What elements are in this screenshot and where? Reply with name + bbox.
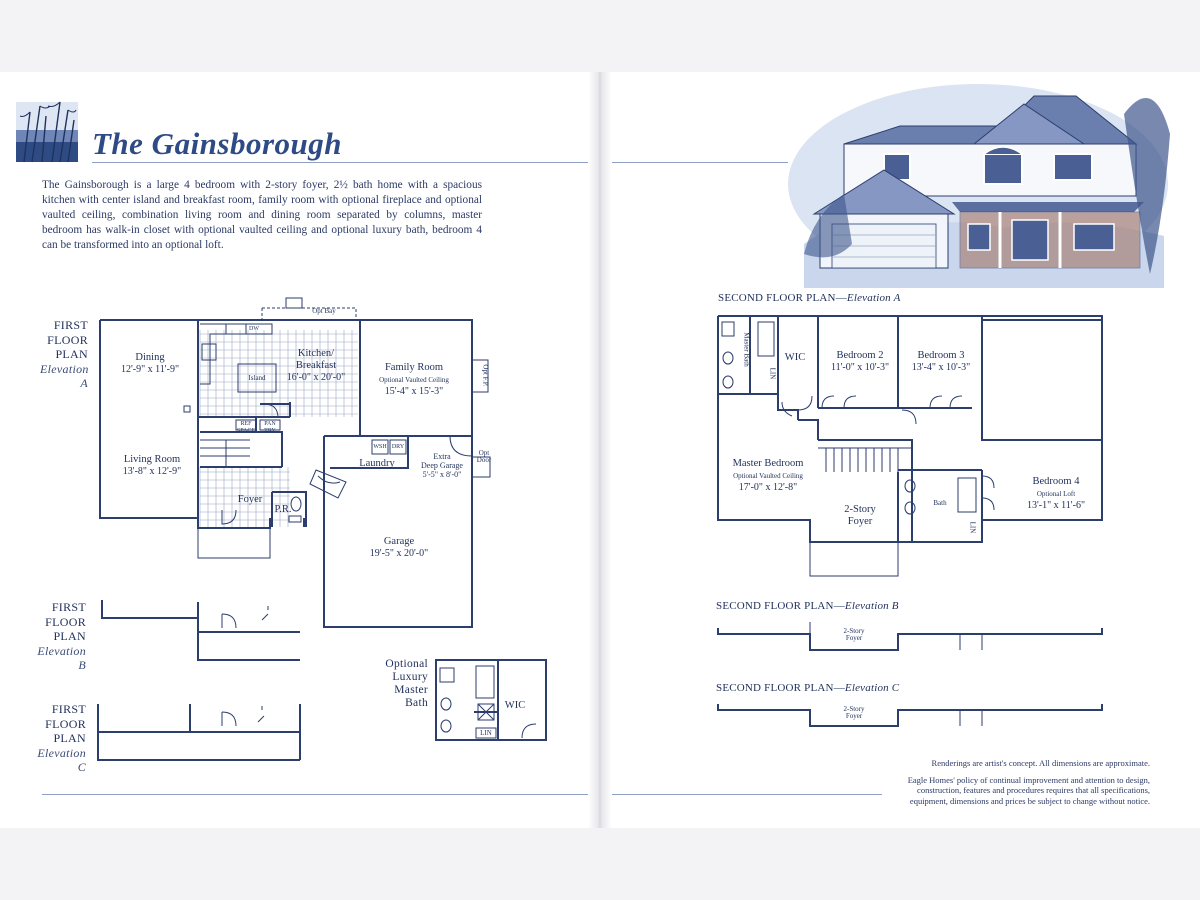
label-line: Optional: [385, 658, 428, 670]
page-title: The Gainsborough: [92, 126, 343, 161]
disclaimer-notes: [790, 758, 1150, 806]
description-text: The Gainsborough is a large 4 bedroom with 2-story foyer, 2½ bath home with a spacious kitchen with center island and breakfast room, family room with optional fireplace and optional vaulted ceiling, combination living room and dining room separated by columns, master bedroom has walk-in closet with optional vaulted ceiling and optional luxury bath, bedroom 4 can be transformed into an optional loft.: [42, 179, 482, 251]
section-title: SECOND FLOOR PLAN: [718, 292, 836, 304]
label-elevation: Elevation A: [40, 361, 89, 390]
second-floor-plan-c: [612, 72, 1200, 828]
room-name: 2-Story: [843, 627, 865, 635]
room-name: Door: [476, 456, 492, 464]
section-elevation: Elevation A: [846, 292, 901, 304]
luxury-lin-label: [476, 730, 496, 737]
label-line: FIRST: [51, 600, 86, 614]
room-name: Kitchen/: [297, 348, 335, 359]
title-dash: —: [833, 600, 845, 612]
room-name: Dining: [135, 352, 165, 363]
room-name: Opt Bay: [312, 307, 336, 315]
note-line: construction, features and procedures requires that all specifications,: [917, 785, 1150, 795]
foyer-c-label: [832, 706, 876, 720]
room-dim: 15'-4" x 15'-3": [384, 386, 444, 397]
page-gutter: [588, 72, 612, 828]
label-line: FIRST: [51, 702, 86, 716]
room-name: LIN: [768, 367, 777, 380]
bottom-rule-left: [42, 794, 588, 795]
label-elevation: Elevation B: [37, 643, 86, 672]
room-dim: 16'-0" x 20'-0": [286, 372, 346, 383]
room-name: Family Room: [384, 362, 444, 373]
luxury-wic-label: [500, 700, 530, 712]
room-name: 2-Story: [843, 705, 865, 713]
room-name: Foyer: [847, 516, 873, 527]
room-name: REF: [240, 421, 252, 427]
luxury-bath-plan: [0, 72, 588, 828]
room-name: Laundry: [359, 458, 395, 469]
room-dim: 17'-0" x 12'-8": [738, 482, 798, 493]
room-name: TRY: [264, 428, 276, 434]
room-name: LIN: [968, 521, 977, 534]
room-name: Foyer: [845, 712, 863, 720]
label-line: FLOOR: [47, 332, 88, 347]
room-name: Island: [248, 374, 266, 382]
room-name: Bedroom 4: [1032, 476, 1080, 487]
room-name: Breakfast: [295, 360, 337, 371]
room-name: Opt F.P.: [481, 364, 490, 387]
room-name: Deep Garage: [421, 461, 463, 470]
title-dash: —: [833, 682, 845, 694]
room-name: WIC: [784, 352, 806, 363]
note-line: equipment, dimensions and prices be subject to change without notice.: [909, 795, 1150, 806]
note-line: Renderings are artist's concept. All dimensions are approximate.: [931, 758, 1150, 768]
section-elevation: Elevation C: [844, 682, 900, 694]
room-dim: 12'-9" x 11'-9": [120, 364, 180, 375]
brochure-spread: [0, 72, 1200, 828]
room-sub: Optional Loft: [1036, 490, 1076, 498]
room-sub: Optional Vaulted Ceiling: [733, 472, 803, 480]
section-elevation: Elevation B: [844, 600, 899, 612]
room-name: 2-Story: [844, 504, 876, 515]
room-name: Foyer: [845, 634, 863, 642]
label-line: PLAN: [55, 347, 88, 361]
left-page: [0, 72, 588, 828]
room-sub: Optional Vaulted Ceiling: [379, 376, 449, 384]
label-line: FLOOR: [45, 716, 86, 731]
label-line: FIRST: [53, 318, 88, 332]
room-name: SPACE: [236, 428, 256, 434]
room-dim: 19'-5" x 20'-0": [369, 548, 429, 559]
room-name: Master Bath: [742, 332, 751, 367]
room-dim: 5'-5" x 8'-0": [422, 470, 462, 479]
room-name: P.R.: [274, 504, 292, 515]
room-name: Bath: [933, 499, 947, 507]
room-name: WIC: [504, 700, 526, 711]
section-title: SECOND FLOOR PLAN: [716, 682, 834, 694]
label-line: FLOOR: [45, 614, 86, 629]
room-dim: 13'-8" x 12'-9": [122, 466, 182, 477]
room-name: PAN: [264, 421, 276, 427]
room-dim: 13'-4" x 10'-3": [911, 362, 971, 373]
title-dash: —: [835, 292, 847, 304]
room-name: DW: [249, 326, 259, 332]
room-dim: 13'-1" x 11'-6": [1026, 500, 1086, 511]
room-name: Bedroom 2: [836, 350, 884, 361]
room-name: LIN: [480, 729, 492, 737]
room-dim: 11'-0" x 10'-3": [830, 362, 890, 373]
room-name: Master Bedroom: [732, 458, 804, 469]
room-name: Bedroom 3: [917, 350, 965, 361]
right-page: [612, 72, 1200, 828]
note-line: Eagle Homes' policy of continual improvement and attention to design,: [907, 774, 1150, 785]
label-line: Master: [394, 684, 428, 696]
room-name: DRY: [391, 444, 405, 450]
label-line: Luxury: [392, 671, 428, 683]
room-name: Extra: [433, 452, 451, 461]
room-name: Opt: [478, 449, 490, 457]
label-elevation: Elevation C: [37, 745, 86, 774]
room-name: Foyer: [237, 494, 263, 505]
section-title: SECOND FLOOR PLAN: [716, 600, 834, 612]
room-name: WSH: [373, 444, 387, 450]
label-line: PLAN: [53, 629, 86, 643]
room-name: Garage: [383, 536, 415, 547]
bottom-rule-right: [612, 794, 882, 795]
label-line: Bath: [405, 697, 428, 709]
room-name: Living Room: [123, 454, 181, 465]
label-line: PLAN: [53, 731, 86, 745]
